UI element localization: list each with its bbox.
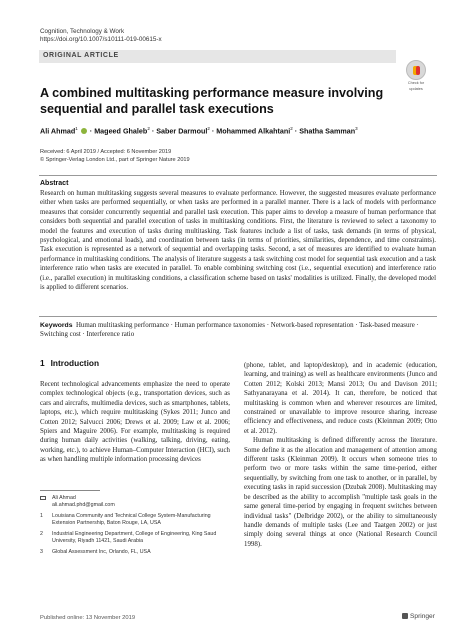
affiliation-mark: 3 [355,126,358,131]
abstract-heading: Abstract [40,180,69,187]
crossmark-label-2: updates [409,86,423,91]
affiliation-text: Global Assessment Inc, Orlando, FL, USA [52,549,151,555]
author-list: Ali Ahmad$^1$ · Mageed Ghaleb$^2$ · Saber Darmoul$^2$ · Mohammed Alkahtani$^2$ · Shatha Samman$^3$ [40,126,358,136]
footnotes [40,495,230,560]
author-name[interactable]: Mohammed Alkahtani [216,126,291,136]
left-column [40,380,230,465]
springer-horse-icon [402,613,408,619]
abstract-text: Research on human multitasking suggests several measures to evaluate performance. However, the suggested measures evaluate performance either when tasks are performed sequentially, or when tasks are performed in a parallel manner. There is a lack of models with performance measures that consider concurrently sequential and parallel task execution. This paper aims to develop a measure of human performance that considers both sequential and parallel execution of tasks in multitasking conditions. First, the literature is reviewed to select a taxonomy to model the features and execution of tasks during multitasking. Task features include a list of tasks, task demands (in terms of physical, psychological, and emotional loads), and coordination between tasks (in terms of priorities, similarities, dependence, and time constraints). Task execution is represented as a network of sequential and overlapping tasks. Second, a set of measures are identified to evaluate human performance in multitasking conditions. The analysis of literature suggests a task switching cost model for sequential task execution and a task interference ratio when tasks are executed in parallel. To enable combining switching cost (i.e., sequential execution) and interference ratio (i.e., parallel execution) in multitasking conditions, a classification scheme based on tasks' modalities is utilized. Finally, the developed model is applied to different scenarios. [40,190,436,292]
article-history [40,149,190,164]
affiliation-number: 2 [40,531,43,537]
paper-title: A combined multitasking performance measure involving sequential and parallel task executions [40,86,384,116]
author-name[interactable]: Ali Ahmad [40,126,76,136]
keywords-label: Keywords [40,322,73,329]
keywords [40,321,436,340]
section-number: 1 [40,358,45,368]
check-for-updates-button[interactable] [403,60,429,91]
affiliation [40,513,230,527]
author-name[interactable]: Shatha Samman [299,126,356,136]
intro-paragraph-1-continued: (phone, tablet, and laptop/desktop), and in academic (education, learning, and training) as well as healthcare environments (Junco and Cotten 2012; Kolski 2013; Mansi 2013; Ou and Davison 2011; Sathyanarayana et al. 2014). It can, therefore, be noticed that multitasking is common when and wherever resources are limited, constrained or unavailable to improve resource sharing, increase efficiency and effectiveness, and reduce costs (Kleinman 2009; Otto et al. 2012). [244,362,437,435]
footnote-divider [40,490,100,491]
affiliation-mark: 2 [290,126,293,131]
corresponding-author-name: Ali Ahmad [52,495,76,501]
affiliation-number: 3 [40,549,43,555]
corresponding-author [40,495,230,509]
keywords-text: Human multitasking performance · Human performance taxonomies · Network-based representation · Task-based measure · Switching cost · Interference ratio [40,322,419,339]
journal-header [40,28,162,44]
journal-name: Cognition, Technology & Work [40,28,125,35]
doi-link[interactable]: https://doi.org/10.1007/s10111-019-00615-x [40,36,162,43]
received-accepted-dates: Received: 6 April 2019 / Accepted: 6 November 2019 [40,149,172,155]
affiliation-mark: 1 [75,126,78,131]
right-column [244,361,437,549]
affiliation-number: 1 [40,513,43,519]
corresponding-author-email[interactable]: ali.ahmad.phd@gmail.com [52,502,115,508]
intro-paragraph-2: Human multitasking is defined differently across the literature. Some define it as the allocation and management of attention among different tasks (Kleinman 2009). It occurs when someone tries to perform two or more tasks within the same time-period, either sequentially, by switching from one task to another, or in parallel, by executing tasks in rapid succession (Dzubak 2008). Multitasking may be described as the ability to accomplish "multiple task goals in the same general time-period by engaging in frequent switches between individual tasks" (Delbridge 2002), or the ability to simultaneously handle demands of multiple tasks (Lee and Taatgen 2002) or just simply doing several things at once (National Research Council 1998). [244,437,437,548]
section-title: Introduction [50,358,100,368]
author-name[interactable]: Saber Darmoul [156,126,208,136]
affiliation-mark: 2 [207,126,210,131]
publisher-name: Springer [410,613,435,620]
article-type-banner [39,50,396,63]
orcid-icon[interactable] [81,128,87,134]
affiliation-mark: 2 [147,126,150,131]
crossmark-label-1: Check for [407,81,425,85]
affiliation [40,549,230,556]
article-type-label: ORIGINAL ARTICLE [43,52,119,59]
author-name[interactable]: Mageed Ghaleb [94,126,148,136]
affiliation [40,531,230,545]
affiliation-text: Louisiana Community and Technical College System-Manufacturing Extension Partnership, Baton Rouge, LA, USA [52,513,211,526]
copyright-notice: © Springer-Verlag London Ltd., part of Springer Nature 2019 [40,156,190,163]
crossmark-icon [406,60,426,80]
intro-paragraph-1: Recent technological advancements emphasize the need to operate complex technological objects (e.g., transportation devices, such as cars and aircrafts, multimedia devices, such as smartphones, tablets, laptops, etc.), which require multitasking (Sykes 2011; Junco and Cotten 2012; Salvucci 2006; Drews et al. 2009; Law et al. 2006; Spiers and Maguire 2006). For example, multitasking is required during human daily activities (walking, talking, driving, eating, working, etc.), to achieve Human–Computer Interaction (HCI), such as when handling multiple information processing devices [40,381,230,464]
section-heading-introduction [40,358,99,368]
email-icon [40,496,46,500]
published-date: Published online: 13 November 2019 [40,615,136,621]
affiliation-text: Industrial Engineering Department, College of Engineering, King Saud University, Riyadh 11421, Saudi Arabia [52,531,217,544]
publisher-logo [402,613,435,620]
